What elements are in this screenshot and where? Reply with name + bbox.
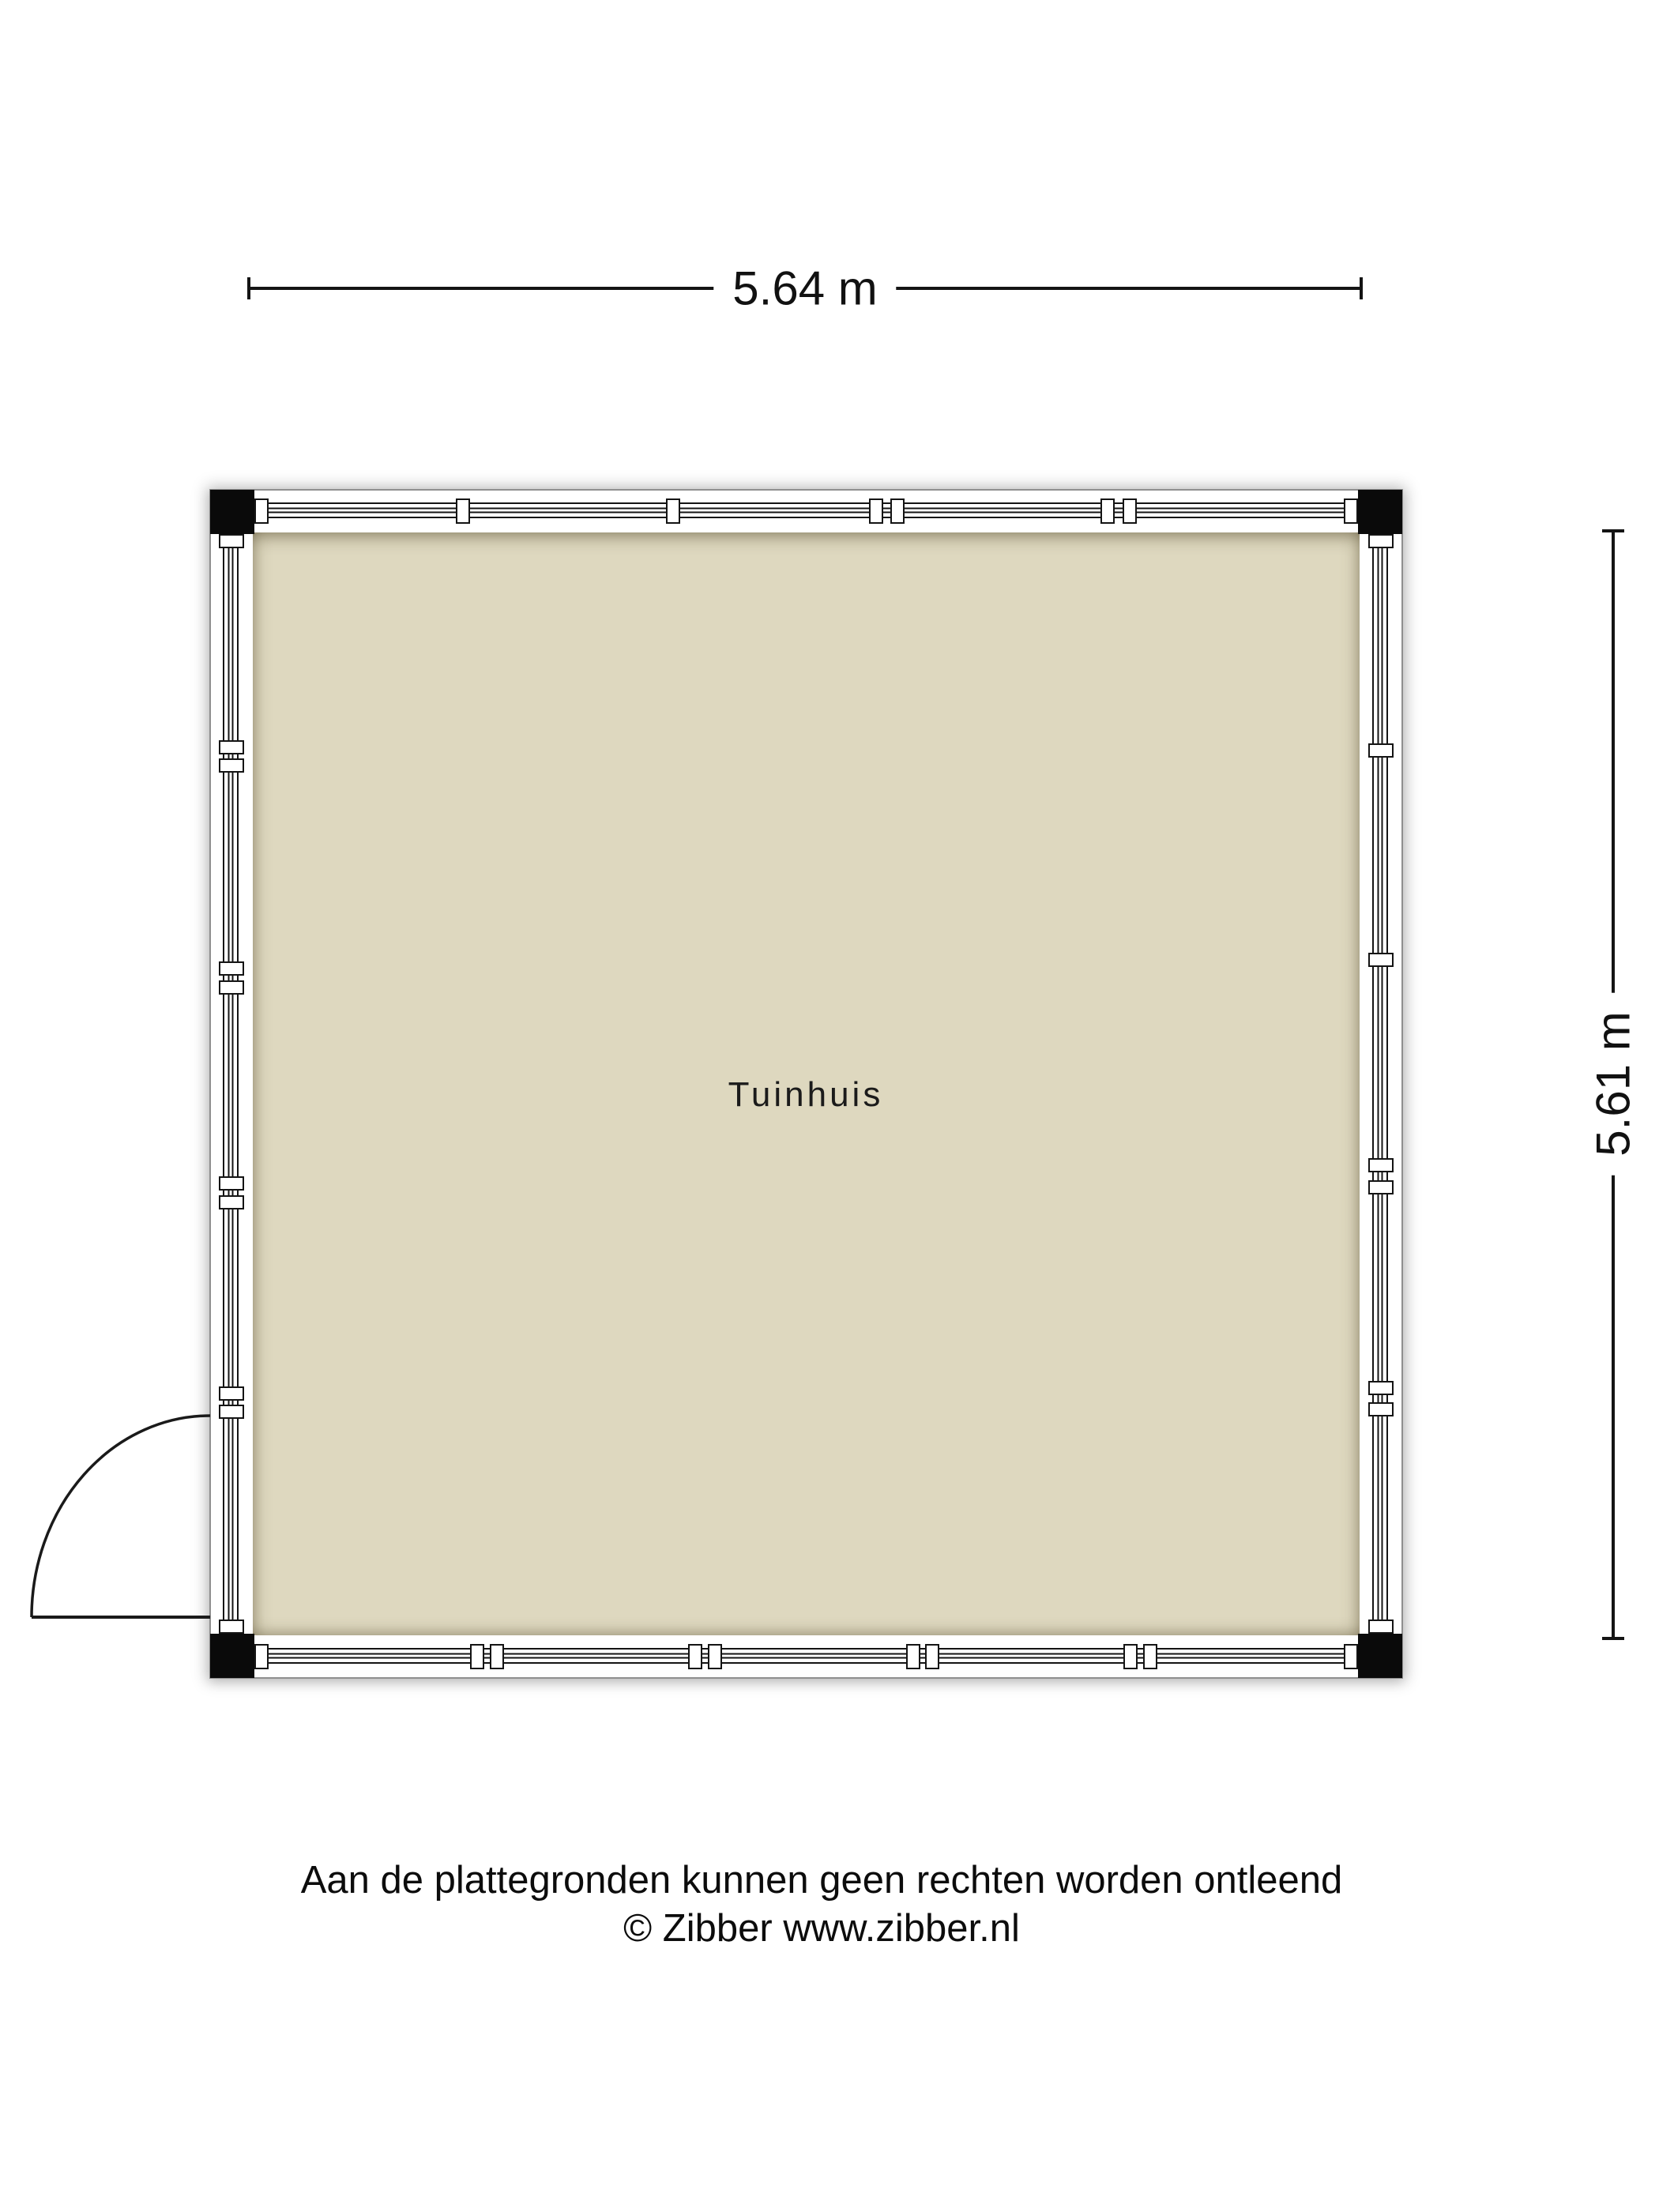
dimension-tick-top — [1602, 529, 1624, 532]
window-mullion — [490, 1644, 504, 1669]
window-mullion — [1368, 1180, 1394, 1194]
window-mullion — [1143, 1644, 1157, 1669]
window-mullion — [219, 1176, 244, 1191]
window-mullion — [925, 1644, 939, 1669]
window-mullion — [219, 1620, 244, 1634]
window-mullion — [906, 1644, 920, 1669]
window-mullion — [1368, 1402, 1394, 1416]
dimension-tick-left — [247, 277, 250, 299]
window-mullion — [1368, 1381, 1394, 1395]
dimension-vertical — [1586, 529, 1640, 1640]
window-glazing-bottom — [261, 1648, 1351, 1664]
window-mullion — [219, 758, 244, 773]
window-mullion — [869, 498, 883, 524]
window-mullion — [890, 498, 905, 524]
window-mullion — [1368, 1158, 1394, 1172]
window-mullion — [219, 740, 244, 754]
window-mullion — [470, 1644, 484, 1669]
footer-disclaimer: Aan de plattegronden kunnen geen rechten worden ontleend — [300, 1859, 1343, 1902]
corner-post-top-right — [1358, 490, 1402, 534]
window-mullion — [1123, 1644, 1138, 1669]
dimension-height-label: 5.61 m — [1586, 992, 1641, 1175]
window-mullion — [219, 534, 244, 548]
dimension-tick-bottom — [1602, 1637, 1624, 1640]
window-mullion — [1344, 498, 1358, 524]
window-mullion — [666, 498, 680, 524]
dimension-tick-right — [1360, 277, 1363, 299]
window-mullion — [1368, 743, 1394, 758]
window-mullion — [219, 961, 244, 976]
window-mullion — [254, 1644, 269, 1669]
footer-copyright: © Zibber www.zibber.nl — [623, 1907, 1020, 1950]
footer — [0, 1856, 1643, 1953]
window-glazing-left — [223, 541, 239, 1627]
window-mullion — [219, 1386, 244, 1401]
window-mullion — [254, 498, 269, 524]
window-mullion — [1368, 1620, 1394, 1634]
door-swing — [0, 1398, 237, 1635]
window-glazing-right — [1372, 541, 1388, 1627]
room-label: Tuinhuis — [728, 1075, 884, 1114]
window-mullion — [1123, 498, 1137, 524]
door-swing-arc — [32, 1416, 210, 1617]
window-mullion — [456, 498, 470, 524]
window-mullion — [1100, 498, 1115, 524]
window-mullion — [1344, 1644, 1358, 1669]
window-mullion — [219, 980, 244, 995]
window-mullion — [1368, 953, 1394, 967]
corner-post-bottom-left — [210, 1634, 254, 1678]
window-mullion — [708, 1644, 722, 1669]
corner-post-top-left — [210, 490, 254, 534]
window-mullion — [219, 1405, 244, 1419]
window-mullion — [219, 1195, 244, 1209]
window-mullion — [1368, 534, 1394, 548]
corner-post-bottom-right — [1358, 1634, 1402, 1678]
dimension-width-label: 5.64 m — [713, 261, 896, 316]
window-glazing-top — [261, 502, 1351, 518]
window-mullion — [688, 1644, 702, 1669]
dimension-horizontal — [247, 261, 1363, 315]
